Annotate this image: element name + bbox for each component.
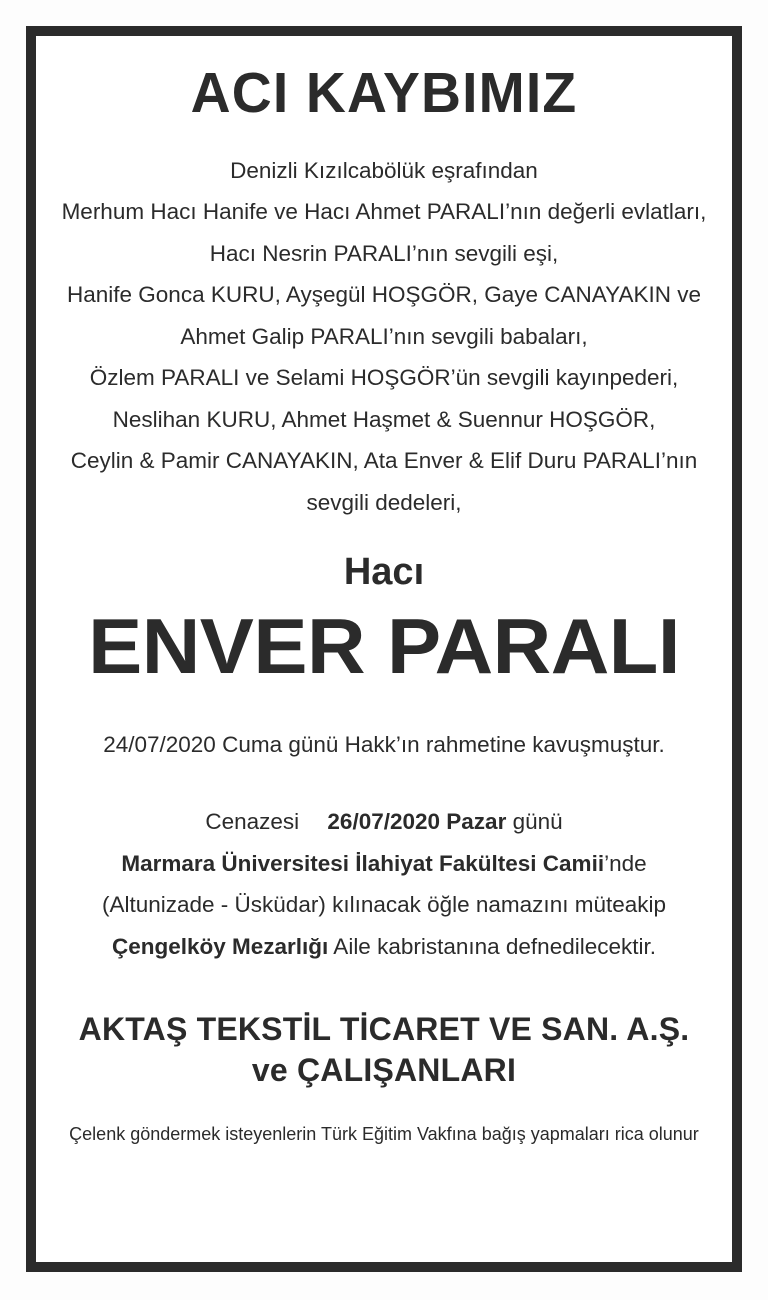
- organization-employees: ve ÇALIŞANLARI: [251, 1052, 517, 1089]
- deceased-honorific: Hacı: [343, 551, 425, 594]
- funeral-mosque-name: Marmara Üniversitesi İlahiyat Fakültesi Camii: [121, 850, 605, 876]
- death-statement: 24/07/2020 Cuma günü Hakk’ın rahmetine kavuşmuştur.: [103, 732, 665, 758]
- deceased-name: ENVER PARALI: [88, 602, 680, 691]
- funeral-mosque-line: [58, 843, 710, 885]
- intro-line: Merhum Hacı Hanife ve Hacı Ahmet PARALI’nın değerli evlatları,: [61, 199, 707, 225]
- intro-text-block: [58, 150, 710, 524]
- intro-line: sevgili dedeleri,: [306, 489, 462, 515]
- spacer: [299, 809, 327, 834]
- intro-line: Ahmet Galip PARALI’nın sevgili babaları,: [180, 323, 588, 349]
- funeral-date-suffix: günü: [512, 809, 563, 835]
- donation-request-note: Çelenk göndermek isteyenlerin Türk Eğitim Vakfına bağış yapmaları rica olunur: [69, 1124, 699, 1145]
- funeral-mosque-suffix: ’nde: [604, 850, 647, 876]
- funeral-date-prefix: Cenazesi: [205, 809, 300, 835]
- funeral-location-line: (Altunizade - Üsküdar) kılınacak öğle namazını müteakip: [101, 892, 667, 918]
- organization-name: AKTAŞ TEKSTİL TİCARET VE SAN. A.Ş.: [78, 1011, 690, 1048]
- funeral-cemetery-suffix: Aile kabristanına defnedilecektir.: [328, 933, 656, 959]
- page-title: ACI KAYBIMIZ: [190, 61, 578, 125]
- intro-line: Hanife Gonca KURU, Ayşegül HOŞGÖR, Gaye CANAYAKIN ve: [67, 282, 701, 308]
- intro-line: Neslihan KURU, Ahmet Haşmet & Suennur HOŞGÖR,: [112, 406, 656, 432]
- funeral-details-block: [58, 801, 710, 967]
- intro-line: Ceylin & Pamir CANAYAKIN, Ata Enver & Elif Duru PARALI’nın: [70, 448, 698, 474]
- notice-content: [36, 36, 732, 1262]
- funeral-cemetery-name: Çengelköy Mezarlığı: [111, 933, 329, 959]
- intro-line: Denizli Kızılcabölük eşrafından: [230, 157, 538, 183]
- funeral-date-line: [58, 801, 710, 843]
- notice-frame-border: [26, 26, 742, 1272]
- organization-block: [58, 1009, 710, 1091]
- intro-line: Özlem PARALI ve Selami HOŞGÖR’ün sevgili kayınpederi,: [89, 365, 679, 391]
- intro-line: Hacı Nesrin PARALI’nın sevgili eşi,: [209, 240, 559, 266]
- funeral-cemetery-line: [58, 926, 710, 968]
- funeral-date-value: 26/07/2020 Pazar: [327, 809, 507, 835]
